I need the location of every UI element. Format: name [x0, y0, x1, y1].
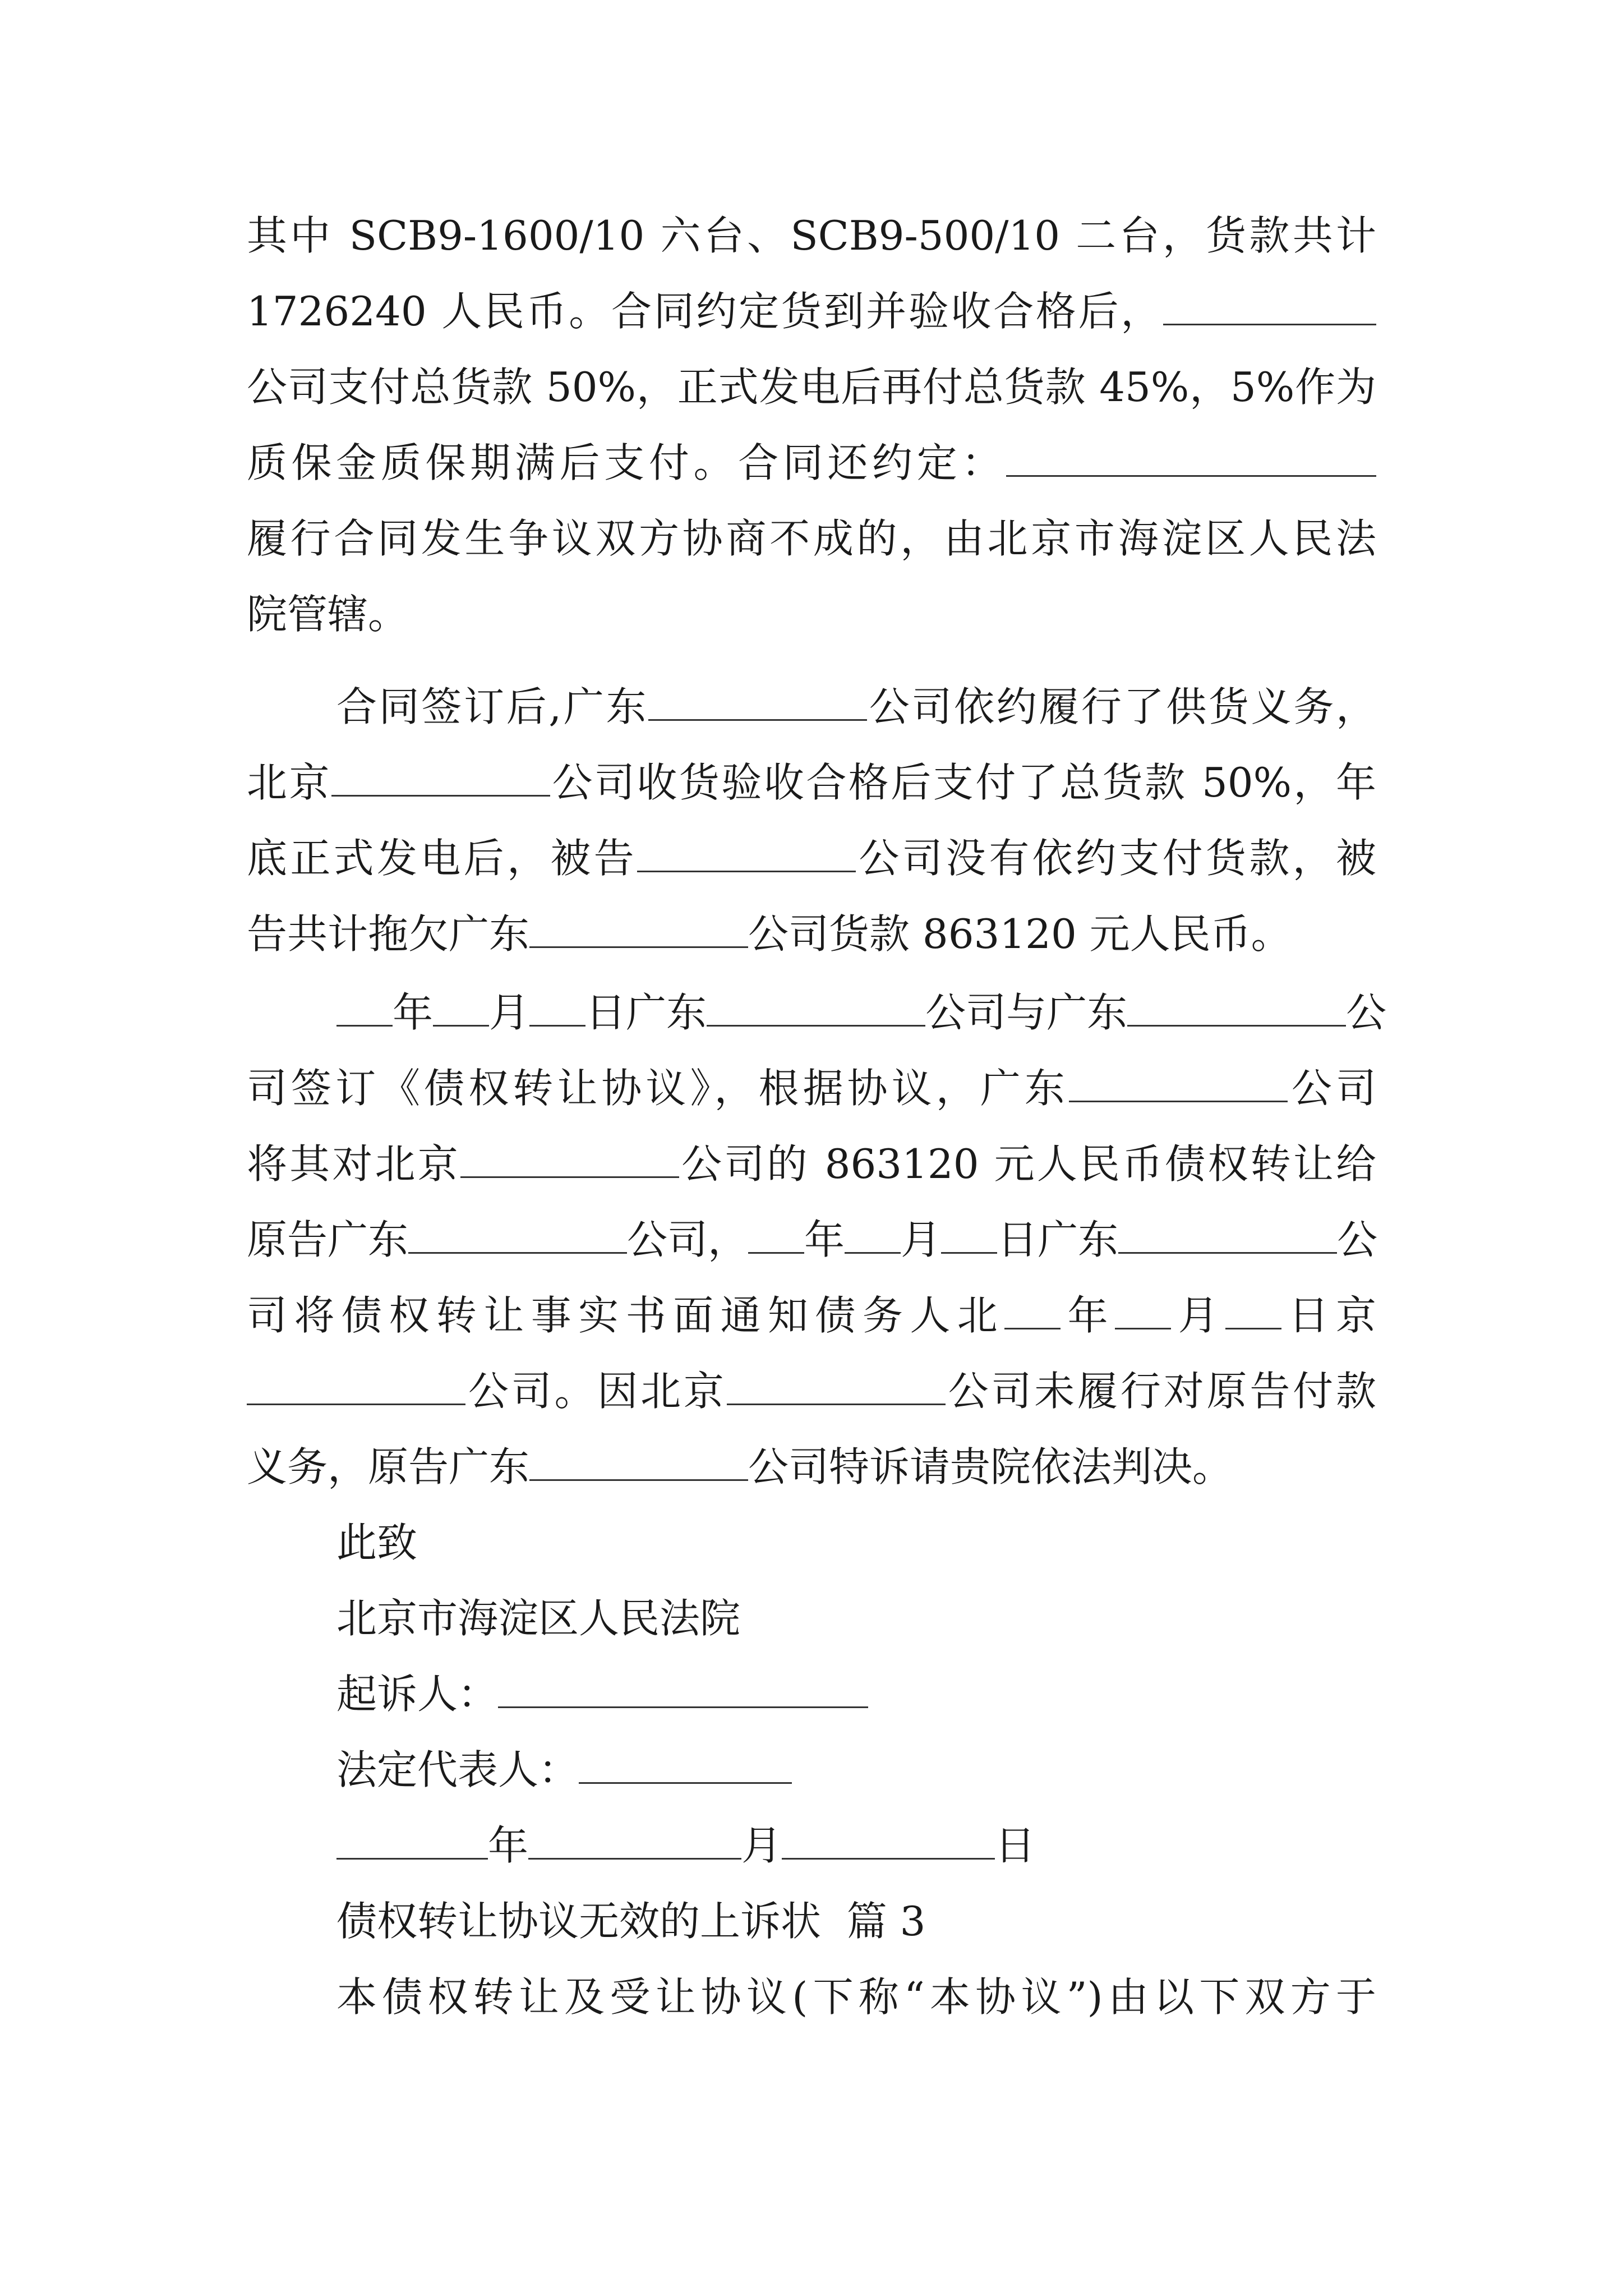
para2-line-1: 合同签订后,广东 公司依约履行了供货义务，: [336, 679, 1376, 735]
blank-field: [1163, 284, 1376, 325]
last-line: 本债权转让及受让协议(下称“本协议”)由以下双方于: [336, 1973, 1376, 2021]
blank-field: [748, 1213, 804, 1254]
body-line-6: 院管辖。: [247, 591, 409, 638]
blank-field: [637, 831, 856, 872]
blank-field: [433, 986, 489, 1027]
blank-field: [1115, 1289, 1171, 1329]
blank-field: [247, 1364, 465, 1405]
section-title: 债权转让协议无效的上诉状 篇 3: [336, 1898, 926, 1945]
plaintiff-line: 起诉人：: [336, 1666, 868, 1722]
blank-field: [331, 756, 550, 797]
para3-line-2: 司签订《债权转让协议》，根据协议，广东 公司: [247, 1060, 1376, 1116]
blank-field: [941, 1213, 997, 1254]
blank-field: [1118, 1213, 1337, 1254]
body-line-4: 质保金质保期满后支付。合同还约定：: [247, 435, 1376, 491]
para2-line-4: 告共计拖欠广东 公司货款 863120 元人民币。: [247, 906, 1292, 962]
blank-field: [707, 986, 925, 1027]
para3-line-3: 将其对北京 公司的 863120 元人民币债权转让给: [247, 1136, 1376, 1192]
para3-line-7: 义务，原告广东 公司特诉请贵院依法判决。: [247, 1439, 1233, 1495]
para2-line-3: 底正式发电后，被告 公司没有依约支付货款，被: [247, 830, 1376, 886]
salutation: 此致: [336, 1519, 418, 1566]
para3-line-5: 司将债权转让事实书面通知债务人北 年 月 日京: [247, 1287, 1376, 1343]
blank-field: [727, 1364, 946, 1405]
blank-field: [529, 986, 585, 1027]
blank-field: [408, 1213, 627, 1254]
blank-field: [529, 1440, 748, 1481]
para3-line-1: 年 月 日广东 公司与广东 公: [336, 984, 1376, 1041]
blank-field: [845, 1213, 901, 1254]
blank-field: [529, 907, 748, 948]
blank-field: [1127, 986, 1346, 1027]
body-line-2: 1726240 人民币。合同约定货到并验收合格后，: [247, 283, 1376, 339]
blank-field: [1069, 1061, 1288, 1102]
para3-line-4: 原告广东 公司， 年 月 日广东 公: [247, 1212, 1376, 1268]
date-day-blank: [782, 1819, 995, 1860]
blank-field: [648, 680, 867, 721]
body-line-3: 公司支付总货款 50%，正式发电后再付总货款 45%，5%作为: [247, 364, 1376, 411]
representative-signature-blank: [579, 1743, 792, 1784]
para2-line-2: 北京 公司收货验收合格后支付了总货款 50%，年: [247, 754, 1376, 811]
date-year-blank: [336, 1819, 488, 1860]
blank-field: [1006, 436, 1376, 477]
blank-field: [336, 986, 393, 1027]
court-name: 北京市海淀区人民法院: [336, 1595, 741, 1642]
plaintiff-signature-blank: [498, 1667, 868, 1708]
body-line-1: 其中 SCB9-1600/10 六台、SCB9-500/10 二台，货款共计: [247, 212, 1376, 259]
blank-field: [460, 1137, 679, 1178]
blank-field: [1004, 1289, 1061, 1329]
body-line-5: 履行合同发生争议双方协商不成的，由北京市海淀区人民法: [247, 515, 1376, 562]
para3-line-6: 公司。因北京 公司未履行对原告付款: [247, 1363, 1376, 1419]
blank-field: [1225, 1289, 1281, 1329]
date-line: 年 月 日: [336, 1818, 1035, 1874]
date-month-blank: [528, 1819, 741, 1860]
legal-representative-line: 法定代表人：: [336, 1742, 792, 1798]
